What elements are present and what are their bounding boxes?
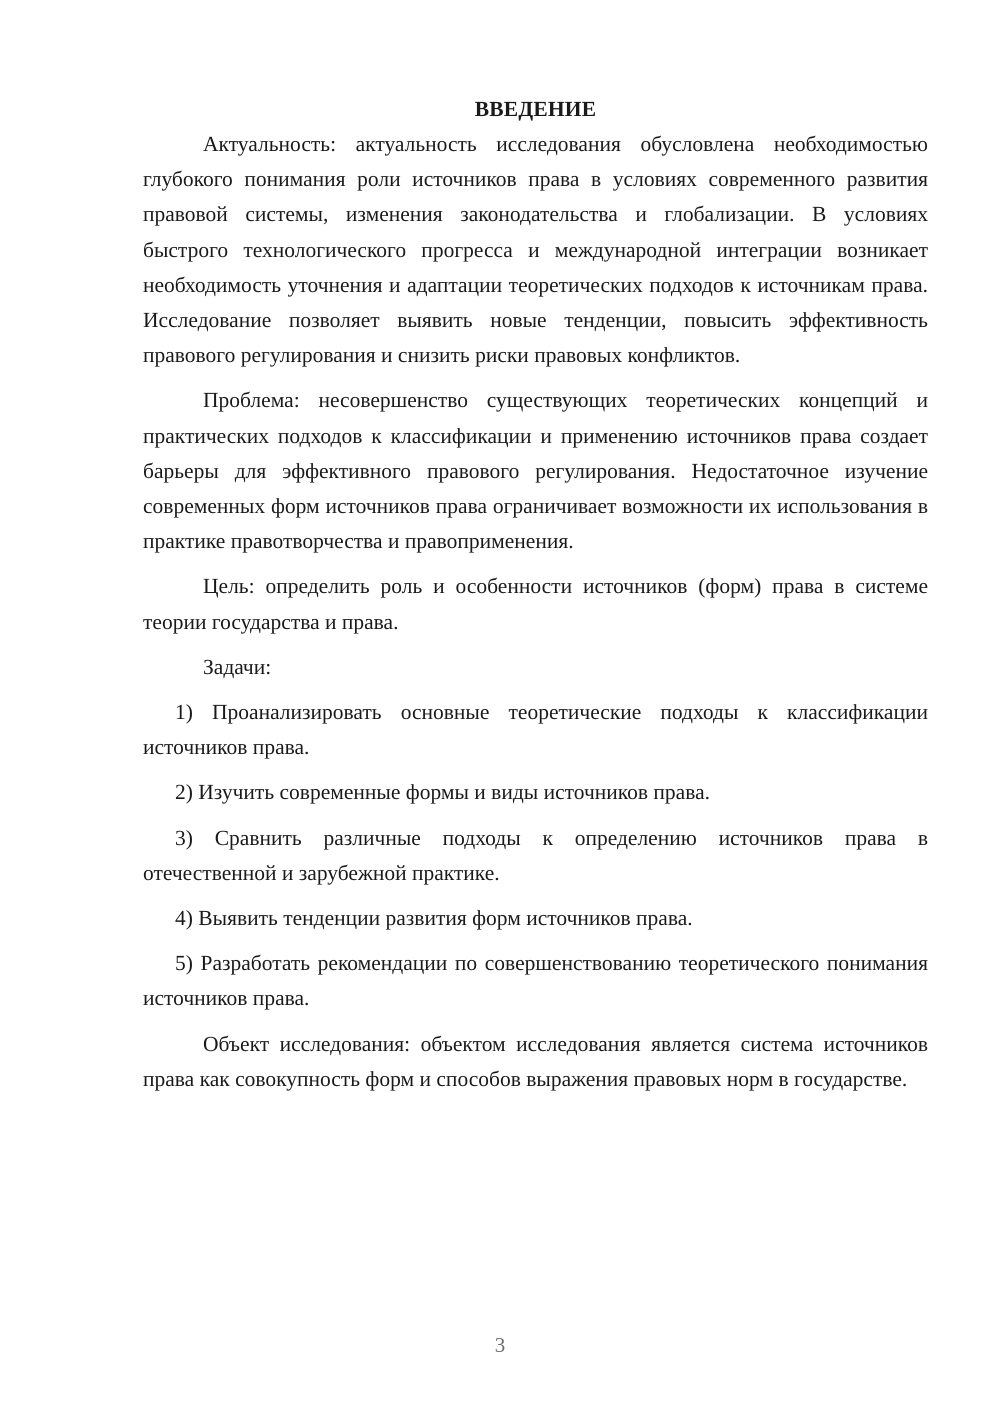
task-item-1: 1) Проанализировать основные теоретические подходы к классификации источников права. [143, 700, 928, 760]
paragraph-problem: Проблема: несовершенство существующих теоретических концепций и практических подходов к классификации и применению источников права создает барьеры для эффективного правового регулирования. Недостаточное изучение современных форм источников права ограничивает возможности их использования в практике правотворчества и правоприменения. [143, 388, 928, 554]
task-item-3: 3) Сравнить различные подходы к определению источников права в отечественной и зарубежной практике. [143, 825, 928, 885]
tasks-heading: Задачи: [203, 654, 272, 679]
paragraph-object: Объект исследования: объектом исследования является система источников права как совокупность форм и способов выражения правовых норм в государстве. [143, 1031, 928, 1091]
task-item-5: 5) Разработать рекомендации по совершенствованию теоретического понимания источников права. [143, 951, 928, 1011]
document-page [143, 92, 928, 1107]
page-number: 3 [494, 1333, 506, 1357]
paragraph-relevance: Актуальность: актуальность исследования обусловлена необходимостью глубокого понимания роли источников права в условиях современного развития правовой системы, изменения законодательства и глобализации. В условиях быстрого технологического прогресса и международной интеграции возникает необходимость уточнения и адаптации теоретических подходов к источникам права. Исследование позволяет выявить новые тенденции, повысить эффективность правового регулирования и снизить риски правовых конфликтов. [143, 132, 928, 368]
task-item-2: 2) Изучить современные формы и виды источников права. [175, 780, 710, 805]
paragraph-goal: Цель: определить роль и особенности источников (форм) права в системе теории государства и права. [143, 574, 928, 634]
task-item-4: 4) Выявить тенденции развития форм источников права. [175, 906, 693, 931]
section-title: ВВЕДЕНИЕ [474, 97, 597, 121]
